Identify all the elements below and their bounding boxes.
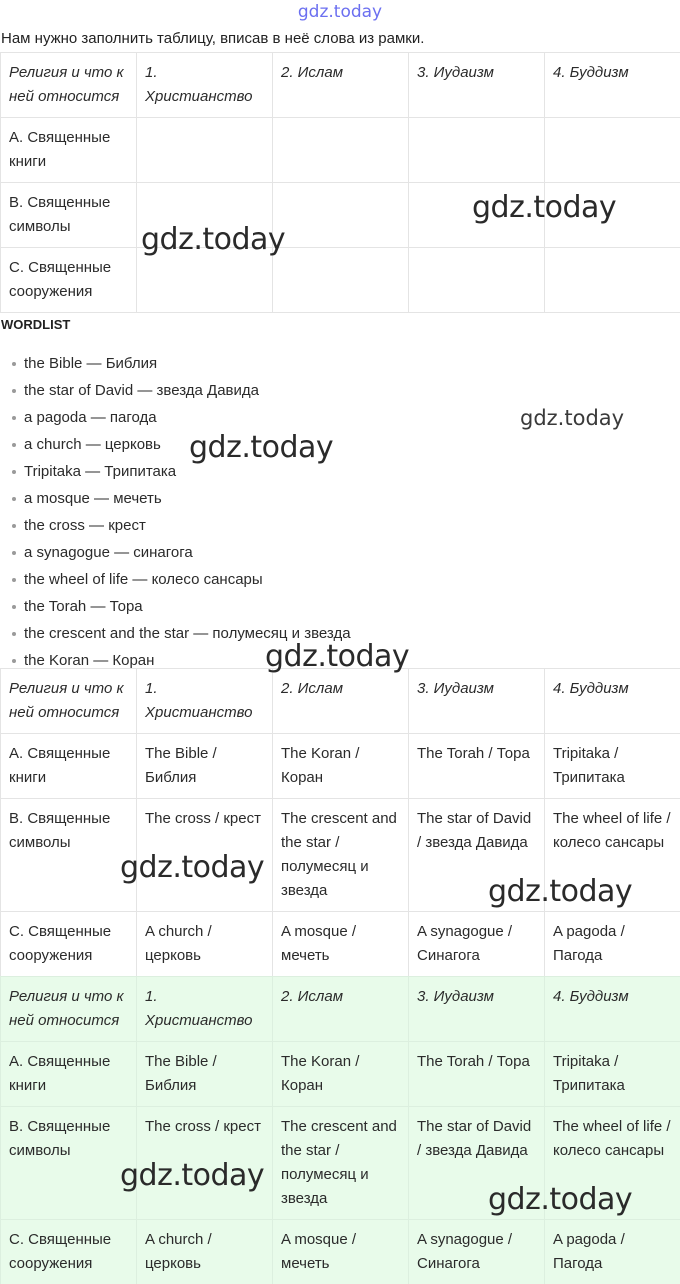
header-judaism: 3. Иудаизм — [409, 977, 545, 1042]
header-buddhism: 4. Буддизм — [545, 977, 680, 1042]
answer-table — [0, 668, 680, 977]
watermark: gdz.today — [520, 406, 625, 430]
header-buddhism: 4. Буддизм — [545, 53, 680, 118]
row-label-books: A. Священные книги — [1, 118, 137, 183]
empty-cell — [273, 248, 409, 313]
table-cell: The Koran / Коран — [273, 734, 409, 799]
table-cell: The wheel of life / колесо сансары — [545, 1107, 680, 1220]
wordlist — [12, 350, 351, 674]
table-cell: The crescent and the star / полумесяц и звезда — [273, 1107, 409, 1220]
watermark: gdz.today — [141, 222, 286, 257]
table-cell: The crescent and the star / полумесяц и звезда — [273, 799, 409, 912]
list-item: the cross — крест — [12, 512, 351, 539]
row-label-buildings: C. Священные сооружения — [1, 248, 137, 313]
header-religion: Религия и что к ней относится — [1, 977, 137, 1042]
watermark: gdz.today — [120, 1158, 265, 1193]
header-christianity: 1. Христианство — [137, 977, 273, 1042]
bullet-icon — [12, 497, 16, 501]
bullet-icon — [12, 632, 16, 636]
empty-cell — [273, 118, 409, 183]
bullet-icon — [12, 416, 16, 420]
empty-table — [0, 52, 680, 313]
watermark: gdz.today — [472, 190, 617, 225]
table-cell: The Koran / Коран — [273, 1042, 409, 1107]
row-label-symbols: B. Священные символы — [1, 183, 137, 248]
list-item: a church — церковь — [12, 431, 351, 458]
table-cell: A synagogue / Синагога — [409, 1220, 545, 1284]
empty-cell — [545, 248, 680, 313]
table-cell: Tripitaka / Трипитака — [545, 734, 680, 799]
bullet-icon — [12, 524, 16, 528]
empty-cell — [409, 248, 545, 313]
list-item: a synagogue — синагога — [12, 539, 351, 566]
row-label-books: A. Священные книги — [1, 734, 137, 799]
header-islam: 2. Ислам — [273, 669, 409, 734]
header-judaism: 3. Иудаизм — [409, 53, 545, 118]
empty-cell — [409, 118, 545, 183]
bullet-icon — [12, 389, 16, 393]
table-cell: The Bible / Библия — [137, 734, 273, 799]
table-cell: The star of David / звезда Давида — [409, 1107, 545, 1220]
row-label-buildings: C. Священные сооружения — [1, 912, 137, 977]
empty-cell — [137, 248, 273, 313]
table-cell: The Torah / Тора — [409, 734, 545, 799]
answer-table-highlighted — [0, 976, 680, 1284]
watermark: gdz.today — [120, 850, 265, 885]
table-cell: The Torah / Тора — [409, 1042, 545, 1107]
header-islam: 2. Ислам — [273, 977, 409, 1042]
site-watermark: gdz.today — [297, 2, 383, 22]
header-buddhism: 4. Буддизм — [545, 669, 680, 734]
header-christianity: 1. Христианство — [137, 53, 273, 118]
list-item: the crescent and the star — полумесяц и звезда — [12, 620, 351, 647]
bullet-icon — [12, 362, 16, 366]
table-cell: Tripitaka / Трипитака — [545, 1042, 680, 1107]
empty-cell — [545, 118, 680, 183]
header-religion: Религия и что к ней относится — [1, 53, 137, 118]
table-cell: A mosque / мечеть — [273, 912, 409, 977]
table-cell: The cross / крест — [137, 1107, 273, 1220]
header-judaism: 3. Иудаизм — [409, 669, 545, 734]
table-cell: The cross / крест — [137, 799, 273, 912]
bullet-icon — [12, 470, 16, 474]
row-label-symbols: B. Священные символы — [1, 799, 137, 912]
watermark: gdz.today — [265, 639, 410, 674]
row-label-symbols: B. Священные символы — [1, 1107, 137, 1220]
header-religion: Религия и что к ней относится — [1, 669, 137, 734]
table-cell: A mosque / мечеть — [273, 1220, 409, 1284]
task-intro: Нам нужно заполнить таблицу, вписав в неё слова из рамки. — [1, 30, 425, 47]
empty-cell — [137, 118, 273, 183]
bullet-icon — [12, 443, 16, 447]
table-cell: A pagoda / Пагода — [545, 1220, 680, 1284]
list-item: the Koran — Коран — [12, 647, 351, 674]
empty-cell — [273, 183, 409, 248]
table-cell: A church / церковь — [137, 912, 273, 977]
empty-cell — [137, 183, 273, 248]
row-label-books: A. Священные книги — [1, 1042, 137, 1107]
bullet-icon — [12, 551, 16, 555]
watermark: gdz.today — [189, 430, 334, 465]
list-item: the Torah — Тора — [12, 593, 351, 620]
table-cell: The star of David / звезда Давида — [409, 799, 545, 912]
list-item: the star of David — звезда Давида — [12, 377, 351, 404]
list-item: the wheel of life — колесо сансары — [12, 566, 351, 593]
table-cell: The Bible / Библия — [137, 1042, 273, 1107]
table-cell: The wheel of life / колесо сансары — [545, 799, 680, 912]
table-cell: A synagogue / Синагога — [409, 912, 545, 977]
table-cell: A church / церковь — [137, 1220, 273, 1284]
header-islam: 2. Ислам — [273, 53, 409, 118]
watermark: gdz.today — [488, 874, 633, 909]
list-item: a mosque — мечеть — [12, 485, 351, 512]
row-label-buildings: C. Священные сооружения — [1, 1220, 137, 1284]
list-item: the Bible — Библия — [12, 350, 351, 377]
watermark: gdz.today — [488, 1182, 633, 1217]
bullet-icon — [12, 578, 16, 582]
bullet-icon — [12, 659, 16, 663]
empty-cell — [545, 183, 680, 248]
list-item: Tripitaka — Трипитака — [12, 458, 351, 485]
empty-cell — [409, 183, 545, 248]
list-item: a pagoda — пагода — [12, 404, 351, 431]
header-christianity: 1. Христианство — [137, 669, 273, 734]
bullet-icon — [12, 605, 16, 609]
wordlist-title: WORDLIST — [1, 317, 71, 332]
table-cell: A pagoda / Пагода — [545, 912, 680, 977]
